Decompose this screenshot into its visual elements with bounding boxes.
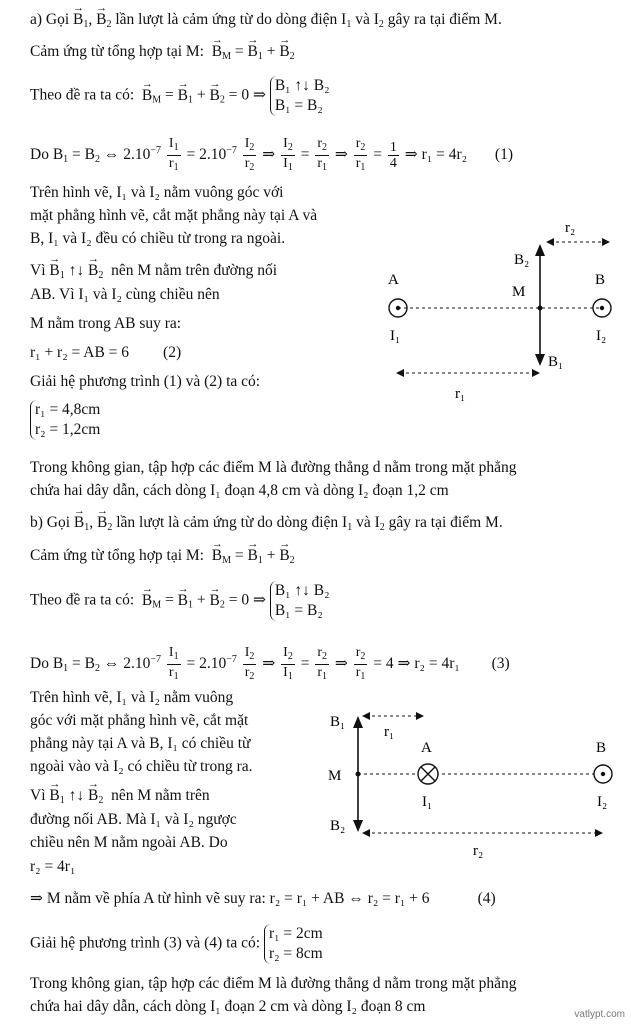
label-b: B [596,740,607,756]
diagram-b [318,700,623,865]
label-m: M [328,768,342,784]
label-r1: r₁ [384,724,395,740]
current-i1-dot [396,306,400,310]
b1-arrowhead [353,716,363,728]
part-a-condition: Theo đề ra ta có: → $B_M$ = → $B_1$ + → $B_2 = 0$ ⇒ B₁ ↑↓ B₂ B₁ = B₂ [30,76,330,116]
part-b-conclusion-1: Trong không gian, tập hợp các điểm M là đường thẳng d nằm trong mặt phẳng [30,975,517,992]
watermark: vatlypt.com [574,1009,625,1020]
label-b2: B₂ [514,252,530,268]
part-b-text-3: phẳng này tại A và B, I₁ có chiều từ [30,735,251,752]
part-b-text-8: r₂ = 4r₁ [30,858,76,875]
part-b-text-4: ngoài vào và I₂ có chiều từ trong ra. [30,758,253,775]
label-b1: B₁ [330,714,346,730]
part-a-solution: r₁ = 4,8cm r₂ = 1,2cm [30,400,100,440]
label-b: B [595,272,606,288]
current-i2-dot [600,306,604,310]
b2-arrowhead [535,244,545,256]
label-i2: I₂ [596,328,607,344]
part-b-text-2: góc với mặt phẳng hình vẽ, cắt mặt [30,712,249,729]
label-r2: r₂ [565,220,576,236]
label-m: M [512,284,526,300]
current-i2-dot [601,772,605,776]
part-a-equation-1: Do $B_1 = B_2$ ⇔ $2.10^{-7}$ $\frac{I_1}{r_1}$ = $2.10^{-7}$ $\frac{I_2}{r_2}$ ⇒ $\frac{I_2}{I_1}$ = $\frac{r_2}{r_1}$ ⇒ $\frac{r_2}{r_1}$ = $\frac{1}{4}$ ⇒ r₁ = 4r₂ (1) [30,136,513,173]
label-i1: I₁ [422,794,433,810]
part-b-solve: Giải hệ phương trình (3) và (4) ta có: r₁ = 2cm r₂ = 8cm [30,925,323,962]
part-b-total-field: Cảm ứng từ tổng hợp tại M: → $B_M$ = → $B_1$ + → $B_2$ [30,546,295,571]
b1-arrowhead [535,354,545,366]
part-a-conclusion-2: chứa hai dây dẫn, cách dòng I₁ đoạn 4,8 cm và dòng I₂ đoạn 1,2 cm [30,482,449,499]
part-a-text-6: M nằm trong AB suy ra: [30,315,182,332]
part-a-total-field: Cảm ứng từ tổng hợp tại M: → $B_M$ = → $B_1$ + → $B_2$ [30,42,295,67]
label-b2: B₂ [330,818,346,834]
part-a-text-1: Trên hình vẽ, I₁ và I₂ nằm vuông góc với [30,184,284,201]
part-b-intro: b) Gọi → $B_1$, → $B_2$ lần lượt là cảm ứng từ do dòng điện $I_1$ và $I_2$ gây ra tại điểm M. [30,513,503,538]
diagram-a [370,220,625,405]
label-i1: I₁ [390,328,401,344]
part-a-solve: Giải hệ phương trình (1) và (2) ta có: [30,373,261,390]
part-b-text-6: đường nối AB. Mà I₁ và I₂ ngược [30,811,237,828]
part-a-text-5: AB. Vì I₁ và I₂ cùng chiều nên [30,286,220,303]
part-a-eq-2: r₁ + r₂ = AB = 6 (2) [30,344,182,361]
label-a: A [421,740,432,756]
point-m [538,306,543,311]
part-a-text-3: B, I₁ và I₂ đều có chiều từ trong ra ngoài. [30,230,286,247]
part-a-text-4: Vì → $B_1$ ↑↓ → $B_2$ nên M nằm trên đường nối [30,261,277,286]
part-b-conclusion-2: chứa hai dây dẫn, cách dòng I₁ đoạn 2 cm và dòng I₂ đoạn 8 cm [30,998,426,1015]
point-m [356,772,361,777]
part-a-text-2: mặt phẳng hình vẽ, cắt mặt phẳng này tại A và [30,207,318,224]
label-b1: B₁ [548,354,564,370]
part-b-condition: Theo đề ra ta có: → $B_M$ = → $B_1$ + → $B_2 = 0$ ⇒ B₁ ↑↓ B₂ B₁ = B₂ [30,581,330,621]
part-a-intro: a) Gọi → $B_1$, → $B_2$ lần lượt là cảm ứng từ do dòng điện $I_1$ và $I_2$ gây ra tại điểm M. [30,10,502,35]
b2-arrowhead [353,820,363,832]
part-b-text-1: Trên hình vẽ, I₁ và I₂ nằm vuông [30,689,234,706]
label-r2: r₂ [473,843,484,859]
label-a: A [388,272,399,288]
part-b-equation-3: Do $B_1 = B_2$ ⇔ $2.10^{-7}$ $\frac{I_1}{r_1}$ = $2.10^{-7}$ $\frac{I_2}{r_2}$ ⇒ $\frac{I_2}{I_1}$ = $\frac{r_2}{r_1}$ ⇒ $\frac{r_2}{r_1}$ = 4 ⇒ r₂ = 4r₁ (3) [30,645,510,682]
part-a-conclusion-1: Trong không gian, tập hợp các điểm M là đường thẳng d nằm trong mặt phẳng [30,459,517,476]
label-i2: I₂ [597,794,608,810]
part-b-eq-4: ⇒ M nằm về phía A từ hình vẽ suy ra: r₂ = r₁ + AB ⇔ r₂ = r₁ + 6 (4) [30,890,496,907]
part-b-text-5: Vì → $B_1$ ↑↓ → $B_2$ nên M nằm trên [30,786,210,811]
part-b-text-7: chiều nên M nằm ngoài AB. Do [30,834,228,851]
label-r1: r₁ [455,386,466,402]
